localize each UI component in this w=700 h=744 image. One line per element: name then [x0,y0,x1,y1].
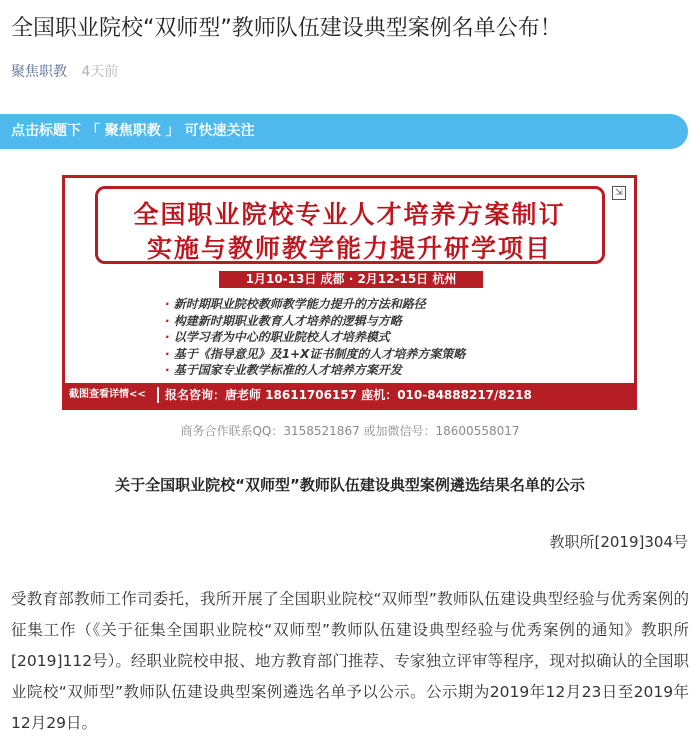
banner-dates: 1月10-13日 成都 · 2月12-15日 杭州 [219,271,483,288]
banner-bullet: · 基于《指导意见》及1+X证书制度的人才培养方案策略 [165,346,465,363]
banner-bullet: · 构建新时期职业教育人才培养的逻辑与方略 [165,313,465,330]
banner-bullet-list [165,296,465,379]
banner-bullet: · 以学习者为中心的职业院校人才培养模式 [165,329,465,346]
document-number: 教职所[2019]304号 [549,533,688,551]
banner-headline-2: 实施与教师教学能力提升研学项目 [146,234,552,263]
banner-headline-1: 全国职业院校专业人才培养方案制订 [133,200,566,229]
banner-contact: 报名咨询：唐老师 18611706157 座机：010-84888217/8218 [165,388,532,402]
article-meta [11,61,118,83]
article-title: 全国职业院校“双师型”教师队伍建设典型案例名单公布！ [11,16,562,41]
promo-banner-image[interactable] [62,175,637,410]
banner-divider [157,387,159,403]
publish-time: 4天前 [81,64,119,80]
notice-title: 关于全国职业院校“双师型”教师队伍建设典型案例遴选结果名单的公示 [115,476,585,494]
follow-banner[interactable]: 点击标题下 「 聚焦职教 」 可快速关注 [0,114,688,149]
banner-contact-bar [65,383,634,407]
cooperation-contact: 商务合作联系QQ：3158521867 或加微信号：18600558017 [180,424,520,438]
notice-body: 受教育部教师工作司委托，我所开展了全国职业院校“双师型”教师队伍建设典型经验与优秀案例的征集工作（《关于征集全国职业院校“双师型”教师队伍建设典型经验与优秀案例的通知》教职所[2019]112号）。经职业院校申报、地方教育部门推荐、专家独立评审等程序，现对拟确认的全国职业院校“双师型”教师队伍建设典型案例遴选名单予以公示。公示期为2019年12月23日至2019年12月29日。 [11,590,689,732]
banner-bullet: · 基于国家专业教学标准的人才培养方案开发 [165,362,465,379]
banner-bullet: · 新时期职业院校教师教学能力提升的方法和路径 [165,296,465,313]
account-name-link[interactable]: 聚焦职教 [11,64,67,80]
banner-details-hint: 截图查看详情<< [69,389,146,400]
open-external-icon[interactable]: ⇲ [612,186,626,200]
